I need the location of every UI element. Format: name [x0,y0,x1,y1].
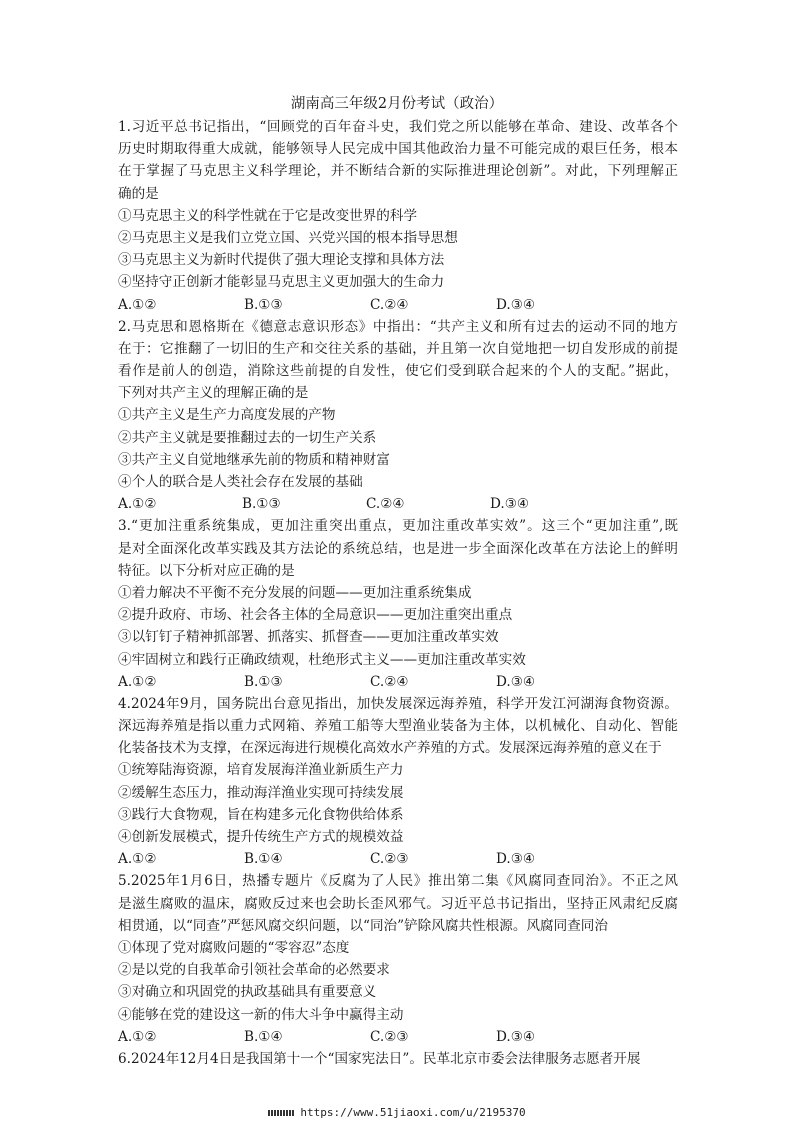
question-stem-line: 2.马克思和恩格斯在《德意志意识形态》中指出：“共产主义和所有过去的运动不同的地方 [118,318,678,335]
page-footer [0,1106,794,1119]
answer-choice: A.①② [118,1028,157,1045]
question-stem-line: 1.习近平总书记指出，“回顾党的百年奋斗史，我们党之所以能够在革命、建设、改革各个 [118,119,678,135]
statement-option: ②是以党的自我革命引领社会革命的必然要求 [118,962,390,979]
answer-choice: C.②④ [366,496,405,513]
question-4 [118,693,678,871]
question-stem-line: 在于：它推翻了一切旧的生产和交往关系的基础，并且第一次自觉地把一切自发形成的前提 [118,340,678,357]
question-stem-line: 深远海养殖是指以重力式网箱、养殖工船等大型渔业装备为主体，以机械化、自动化、智能 [118,718,678,735]
answer-choice: B.①③ [244,296,283,313]
answer-choice: C.②③ [370,851,409,868]
statement-option: ③对确立和巩固党的执政基础具有重要意义 [118,984,377,1001]
statement-option: ①马克思主义的科学性就在于它是改变世界的科学 [118,207,418,224]
answer-choice: B.①④ [244,1028,283,1045]
statement-option: ①统筹陆海资源，培育发展海洋渔业新质生产力 [118,762,404,779]
answer-choice: B.①④ [244,851,283,868]
answer-choice: C.②④ [370,296,409,313]
question-stem-line: 在于掌握了马克思主义科学理论，并不断结合新的实际推进理论创新”。对此，下列理解正 [118,163,678,180]
statement-option: ④坚持守正创新才能彰显马克思主义更加强大的生命力 [118,274,445,291]
watermark-logo [268,1110,294,1116]
answer-choices [118,1026,678,1048]
answer-choice: D.③④ [496,296,536,313]
statement-option: ④牢固树立和践行正确政绩观，杜绝形式主义——更加注重改革实效 [118,651,526,668]
footer-url: https://www.51jiaoxi.com/u/2195370 [300,1106,526,1119]
statement-option: ④个人的联合是人类社会存在发展的基础 [118,474,363,490]
statement-option: ③践行大食物观，旨在构建多元化食物供给体系 [118,806,404,823]
answer-choices [118,848,678,870]
page-title: 湖南高三年级2月份考试（政治） [290,96,504,112]
statement-option: ④创新发展模式，提升传统生产方式的规模效益 [118,829,404,845]
question-stem-line: 4.2024年9月，国务院出台意见指出，加快发展深远海养殖，科学开发江河湖海食物资源。 [118,695,678,712]
question-stem-line: 5.2025年1月6日，热播专题片《反腐为了人民》推出第二集《风腐同查同治》。不正之风 [118,873,678,890]
answer-choice: D.③④ [496,673,536,690]
answer-choices [118,671,678,693]
question-stem-line: 特征。以下分析对应正确的是 [118,562,295,579]
answer-choice: B.①③ [242,496,281,513]
question-2 [118,316,678,516]
statement-option: ②提升政府、市场、社会各主体的全局意识——更加注重突出重点 [118,607,513,624]
question-stem-line: 确的是 [118,185,159,202]
answer-choice: D.③④ [496,851,536,868]
answer-choices [118,493,678,515]
question-stem-line: 下列对共产主义的理解正确的是 [118,385,309,402]
answer-choice: C.②④ [370,673,409,690]
question-stem-line: 6.2024年12月4日是我国第十一个“国家宪法日”。民革北京市委会法律服务志愿者开展 [118,1050,641,1067]
question-stem-line: 是滋生腐败的温床，腐败反过来也会助长歪风邪气。习近平总书记指出，坚持正风肃纪反腐 [118,895,678,912]
question-stem-line: 化装备技术为支撑，在深远海进行规模化高效水产养殖的方式。发展深远海养殖的意义在于 [118,740,662,757]
statement-option: ①共产主义是生产力高度发展的产物 [118,407,336,424]
statement-option: ③以钉钉子精神抓部署、抓落实、抓督查——更加注重改革实效 [118,629,499,646]
question-list [118,116,678,1070]
question-1 [118,116,678,316]
statement-option: ①着力解决不平衡不充分发展的问题——更加注重系统集成 [118,584,472,601]
statement-option: ③共产主义自觉地继承先前的物质和精神财富 [118,451,390,468]
question-stem-line: 3.“更加注重系统集成，更加注重突出重点，更加注重改革实效”。这三个“更加注重”,既 [118,518,678,535]
question-3 [118,515,678,693]
answer-choices [118,294,678,316]
answer-choice: A.①② [118,296,157,313]
answer-choice: A.①② [118,673,157,690]
statement-option: ②缓解生态压力，推动海洋渔业实现可持续发展 [118,784,404,801]
question-stem-line: 历史时期取得重大成就，能够领导人民完成中国其他政治力量不可能完成的艰巨任务，根本 [118,141,678,158]
question-stem-line: 相贯通，以“同查”严惩风腐交织问题，以“同治”铲除风腐共性根源。风腐同查同治 [118,917,608,934]
question-stem-line: 是对全面深化改革实践及其方法论的系统总结，也是进一步全面深化改革在方法论上的鲜明 [118,540,678,557]
answer-choice: A.①② [118,496,157,513]
question-stem-line: 看作是前人的创造，消除这些前提的自发性，使它们受到联合起来的个人的支配。”据此， [118,363,678,380]
statement-option: ①体现了党对腐败问题的“零容忍”态度 [118,939,350,956]
statement-option: ④能够在党的建设这一新的伟大斗争中赢得主动 [118,1006,404,1023]
question-6 [118,1048,678,1070]
answer-choice: D.③④ [496,1028,536,1045]
answer-choice: A.①② [118,851,157,868]
answer-choice: D.③④ [490,496,530,513]
statement-option: ③马克思主义为新时代提供了强大理论支撑和具体方法 [118,252,445,269]
answer-choice: C.②③ [370,1028,409,1045]
statement-option: ②共产主义就是要推翻过去的一切生产关系 [118,429,377,446]
answer-choice: B.①③ [244,673,283,690]
statement-option: ②马克思主义是我们立党立国、兴党兴国的根本指导思想 [118,229,458,246]
question-5 [118,870,678,1048]
